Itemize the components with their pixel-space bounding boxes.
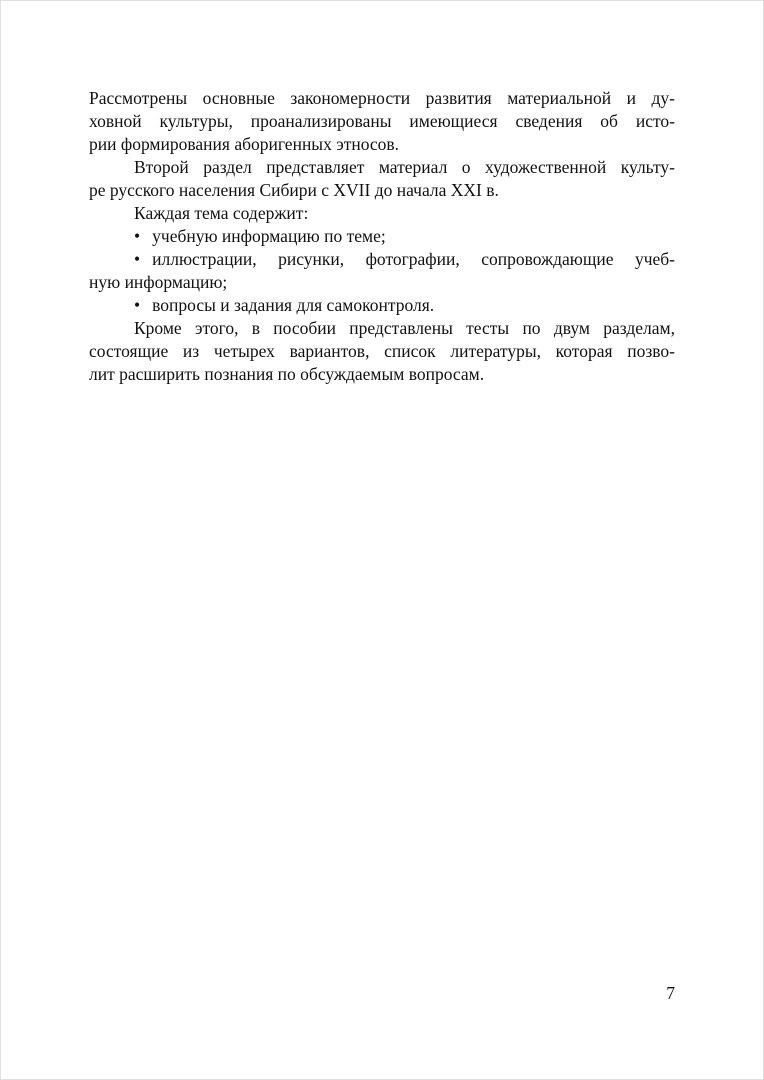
text-line: Кроме этого, в пособии представлены тесты по двум разделам, (134, 318, 675, 338)
text-line: рии формирования аборигенных этносов. (89, 134, 400, 154)
bullet-item-2 (89, 248, 675, 294)
text-line: лит расширить познания по обсуждаемым вопросам. (89, 364, 485, 384)
text-block (89, 87, 675, 386)
bullet-list (89, 225, 675, 317)
page-number: 7 (666, 983, 675, 1003)
bullet-item-text: иллюстрации, рисунки, фотографии, сопровождающие учеб- (152, 249, 675, 269)
bullet-icon: • (134, 226, 141, 246)
text-line: Рассмотрены основные закономерности развития материальной и ду- (89, 88, 675, 108)
paragraph-3 (89, 202, 675, 225)
text-line (89, 248, 675, 271)
paragraph-4 (89, 317, 675, 386)
bullet-item-3 (89, 294, 675, 317)
bullet-item-text: учебную информацию по теме; (152, 226, 386, 246)
text-line: ховной культуры, проанализированы имеющиеся сведения об исто- (89, 111, 675, 131)
paragraph-1 (89, 87, 675, 156)
bullet-item-text: вопросы и задания для самоконтроля. (152, 295, 435, 315)
text-line: Второй раздел представляет материал о художественной культу- (134, 157, 675, 177)
text-line: Каждая тема содержит: (134, 203, 309, 223)
text-line: ре русского населения Сибири с XVII до начала XXI в. (89, 180, 499, 200)
paragraph-2 (89, 156, 675, 202)
text-line: ную информацию; (89, 272, 228, 292)
bullet-icon: • (134, 249, 141, 269)
text-line: состоящие из четырех вариантов, список литературы, которая позво- (89, 341, 675, 361)
bullet-item-1 (89, 225, 675, 248)
bullet-icon: • (134, 295, 141, 315)
